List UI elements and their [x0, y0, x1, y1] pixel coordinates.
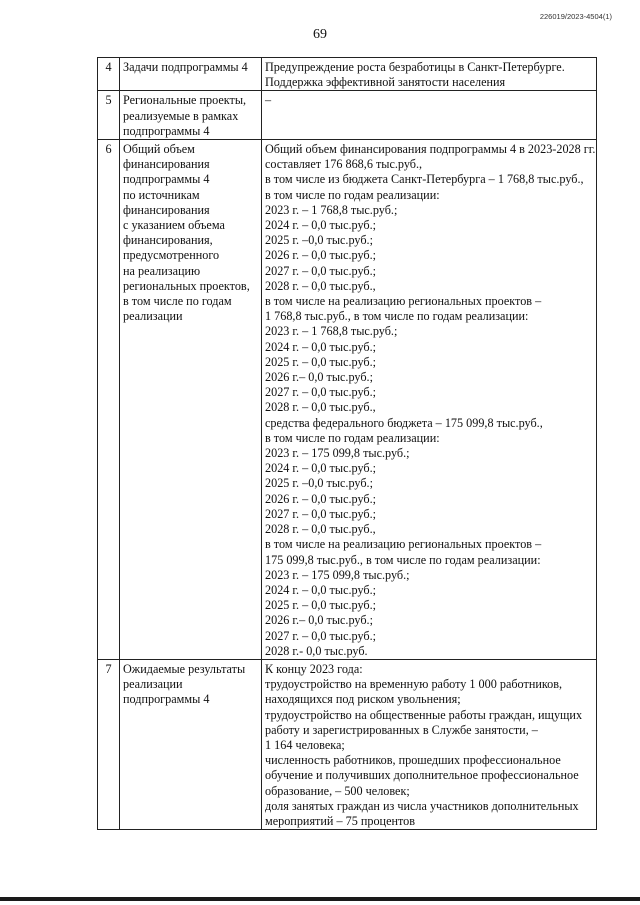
parameter-value-line: 2024 г. – 0,0 тыс.руб.; — [265, 582, 377, 597]
table-row — [98, 140, 597, 660]
row-number-cell: 6 — [98, 140, 120, 660]
parameter-name-line: предусмотренного — [123, 248, 220, 263]
parameter-value-line: 2023 г. – 175 099,8 тыс.руб.; — [265, 567, 410, 582]
parameter-value-line: 2026 г. – 0,0 тыс.руб.; — [265, 248, 377, 263]
parameter-value-line: доля занятых граждан из числа участников дополнительных — [265, 798, 579, 813]
parameter-value-line: составляет 176 868,6 тыс.руб., — [265, 157, 423, 172]
page-number: 69 — [313, 27, 327, 42]
parameter-value-cell — [262, 91, 597, 140]
parameter-value-line: 2028 г. – 0,0 тыс.руб., — [265, 400, 376, 415]
parameter-value-line: 2028 г. – 0,0 тыс.руб., — [265, 522, 376, 537]
parameter-name-line: подпрограммы 4 — [123, 123, 210, 138]
parameter-name-line: в том числе по годам — [123, 294, 232, 309]
parameter-name-line: подпрограммы 4 — [123, 692, 210, 707]
parameter-value-line: 1 768,8 тыс.руб., в том числе по годам реализации: — [265, 309, 529, 324]
parameter-name-line: реализуемые в рамках — [123, 108, 239, 123]
bottom-border-line — [0, 897, 640, 901]
parameter-value-line: трудоустройство на временную работу 1 000 работников, — [265, 677, 563, 692]
parameter-value-line: обучение и получивших дополнительное профессиональное — [265, 768, 579, 783]
parameter-value-line: Поддержка эффективной занятости населения — [265, 75, 506, 90]
parameter-value-line: 2024 г. – 0,0 тыс.руб.; — [265, 339, 377, 354]
parameter-name-line: с указанием объема — [123, 218, 225, 233]
parameter-value-cell — [262, 58, 597, 91]
parameter-value-line: 1 164 человека; — [265, 737, 345, 752]
parameter-value-line: Предупреждение роста безработицы в Санкт-Петербурге. — [265, 60, 565, 74]
row-number-cell: 5 — [98, 91, 120, 140]
parameter-value-line: 2027 г. – 0,0 тыс.руб.; — [265, 628, 377, 643]
parameter-name-line: реализации — [123, 677, 183, 692]
parameter-name-line: финансирования — [123, 157, 210, 172]
parameter-value-line: Общий объем финансирования подпрограммы 4 в 2023-2028 гг. — [265, 142, 596, 157]
parameter-value-line: численность работников, прошедших профессиональное — [265, 753, 561, 768]
row-number-cell: 4 — [98, 58, 120, 91]
parameter-value-line: трудоустройство на общественные работы граждан, ищущих — [265, 707, 583, 722]
parameter-value-line: в том числе по годам реализации: — [265, 187, 440, 202]
parameter-value-cell — [262, 140, 597, 660]
parameter-value-line: К концу 2023 года: — [265, 661, 363, 676]
parameter-value-line: 2026 г. – 0,0 тыс.руб.; — [265, 491, 377, 506]
parameter-value-line: образование, – 500 человек; — [265, 783, 410, 798]
parameter-value-line: 2027 г. – 0,0 тыс.руб.; — [265, 263, 377, 278]
parameter-value-line: 2024 г. – 0,0 тыс.руб.; — [265, 461, 377, 476]
subprogram-passport-table — [97, 57, 597, 830]
parameter-name-cell — [120, 659, 262, 829]
parameter-value-line: 2028 г. – 0,0 тыс.руб., — [265, 278, 376, 293]
table-row — [98, 659, 597, 829]
parameter-value-line: средства федерального бюджета – 175 099,8 тыс.руб., — [265, 415, 543, 430]
parameter-value-line: – — [265, 93, 272, 108]
parameter-value-line: 2027 г. – 0,0 тыс.руб.; — [265, 506, 377, 521]
parameter-value-line: в том числе на реализацию региональных проектов – — [265, 294, 542, 309]
parameter-value-line: 2026 г.– 0,0 тыс.руб.; — [265, 370, 373, 385]
parameter-value-line: 2027 г. – 0,0 тыс.руб.; — [265, 385, 377, 400]
parameter-value-line: 2023 г. – 1 768,8 тыс.руб.; — [265, 202, 398, 217]
parameter-name-cell — [120, 58, 262, 91]
table-row — [98, 58, 597, 91]
document-id: 226019/2023-4504(1) — [539, 12, 612, 21]
table-body — [98, 58, 597, 830]
parameter-name-line: Региональные проекты, — [123, 93, 247, 108]
parameter-name-line: финансирования, — [123, 233, 213, 248]
table-row — [98, 91, 597, 140]
parameter-value-line: 2024 г. – 0,0 тыс.руб.; — [265, 218, 377, 233]
parameter-value-line: 175 099,8 тыс.руб., в том числе по годам реализации: — [265, 552, 541, 567]
parameter-value-line: работу и зарегистрированных в Службе занятости, – — [265, 722, 538, 737]
parameter-name-line: финансирования — [123, 202, 210, 217]
parameter-name-line: реализации — [123, 309, 183, 324]
parameter-name-line: подпрограммы 4 — [123, 172, 210, 187]
parameter-value-line: 2023 г. – 175 099,8 тыс.руб.; — [265, 446, 410, 461]
row-number-cell: 7 — [98, 659, 120, 829]
parameter-value-line: в том числе из бюджета Санкт-Петербурга – 1 768,8 тыс.руб., — [265, 172, 584, 187]
parameter-name-line: по источникам — [123, 187, 200, 202]
parameter-name-cell — [120, 91, 262, 140]
parameter-name-line: региональных проектов, — [123, 278, 250, 293]
parameter-value-line: мероприятий – 75 процентов — [265, 813, 416, 828]
parameter-value-line: 2025 г. –0,0 тыс.руб.; — [265, 476, 373, 491]
parameter-value-line: 2026 г.– 0,0 тыс.руб.; — [265, 613, 373, 628]
parameter-value-line: 2025 г. – 0,0 тыс.руб.; — [265, 598, 377, 613]
parameter-value-cell — [262, 659, 597, 829]
parameter-value-line: в том числе по годам реализации: — [265, 430, 440, 445]
parameter-value-line: 2025 г. –0,0 тыс.руб.; — [265, 233, 373, 248]
parameter-value-line: 2023 г. – 1 768,8 тыс.руб.; — [265, 324, 398, 339]
parameter-name-line: на реализацию — [123, 263, 201, 278]
parameter-value-line: 2025 г. – 0,0 тыс.руб.; — [265, 354, 377, 369]
parameter-name-line: Ожидаемые результаты — [123, 661, 246, 676]
parameter-value-line: 2028 г.- 0,0 тыс.руб. — [265, 643, 368, 658]
parameter-value-line: в том числе на реализацию региональных проектов – — [265, 537, 542, 552]
parameter-name-line: Общий объем — [123, 142, 195, 157]
parameter-name-line: Задачи подпрограммы 4 — [123, 60, 248, 74]
parameter-value-line: находящихся под риском увольнения; — [265, 692, 461, 707]
parameter-name-cell — [120, 140, 262, 660]
